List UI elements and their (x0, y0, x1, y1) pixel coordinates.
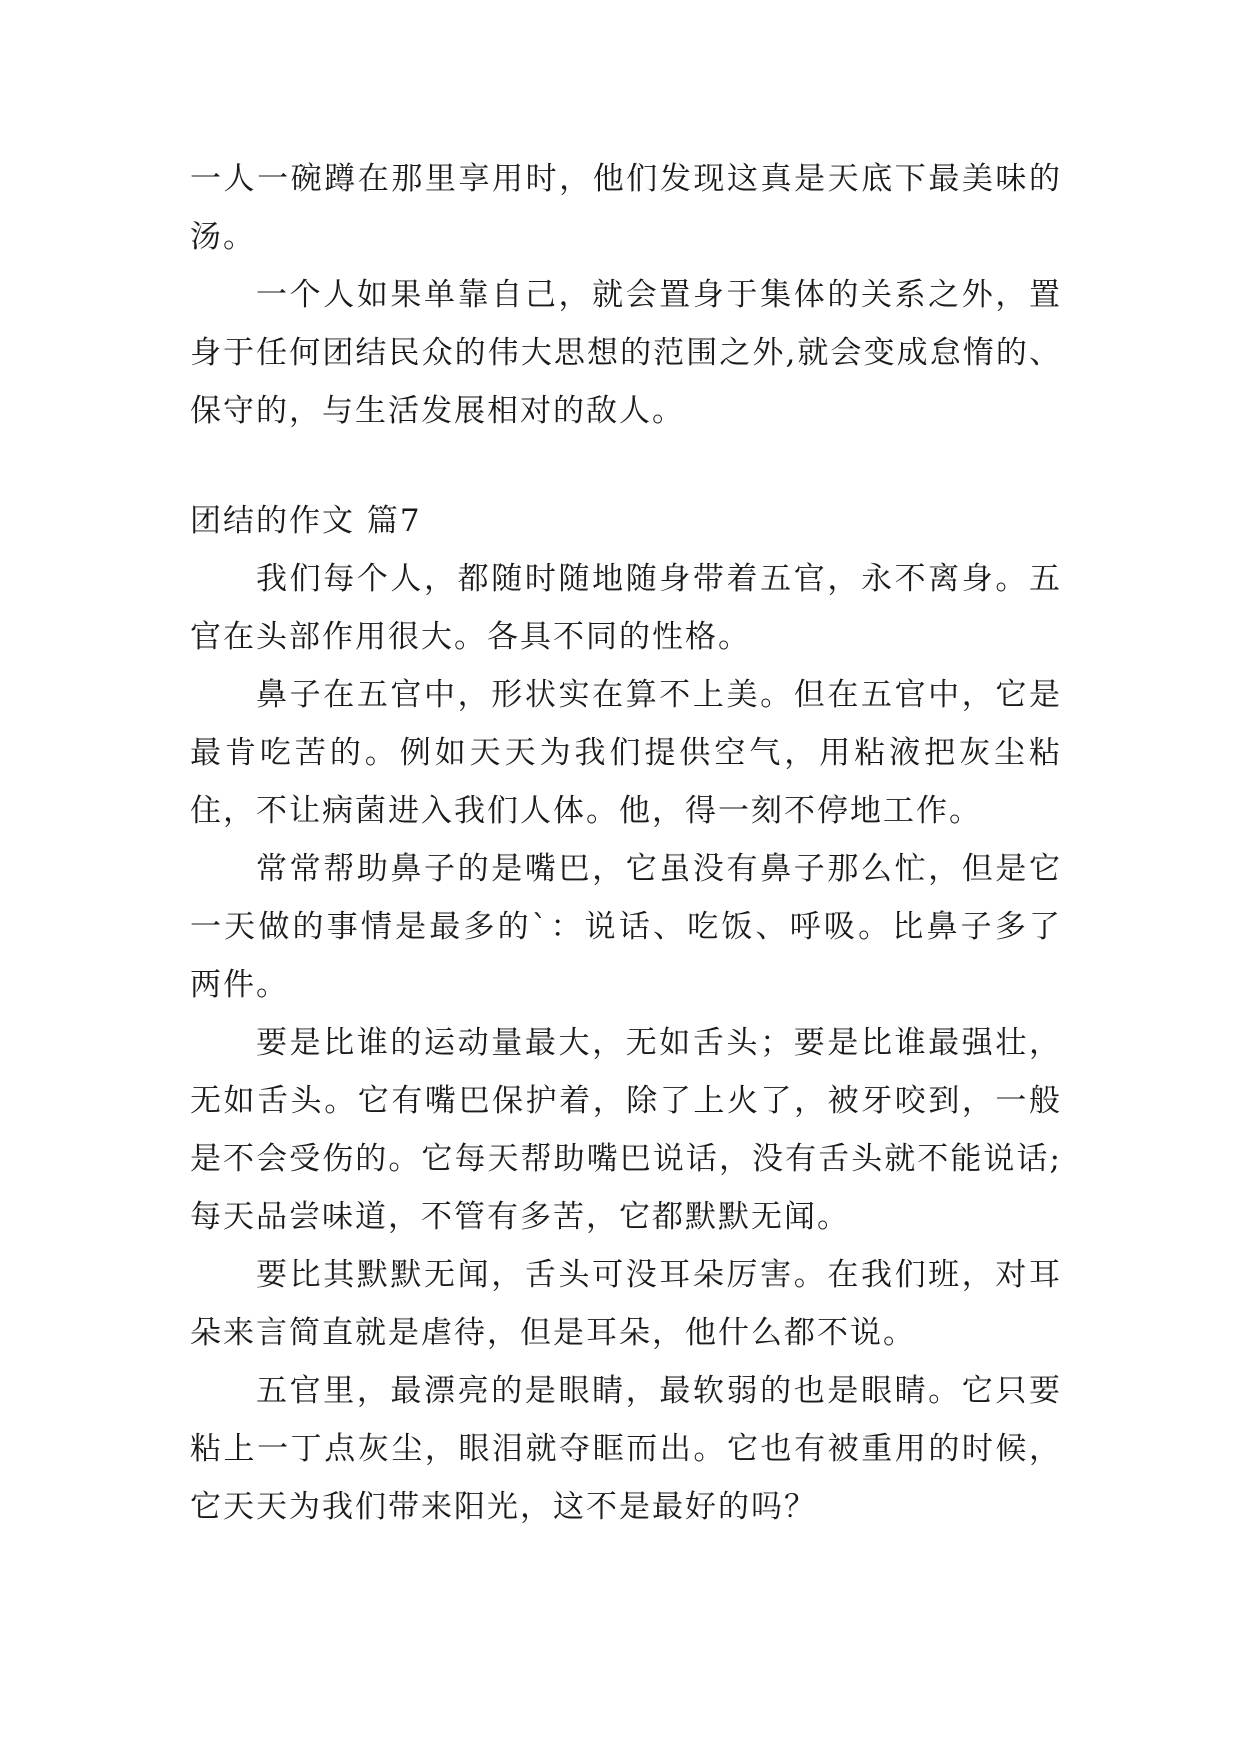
paragraph-conclusion: 一个人如果单靠自己，就会置身于集体的关系之外，置身于任何团结民众的伟大思想的范围之外,就会变成怠惰的、保守的，与生活发展相对的敌人。 (190, 277, 1062, 429)
paragraph: 常常帮助鼻子的是嘴巴，它虽没有鼻子那么忙，但是它一天做的事情是最多的`：说话、吃饭、呼吸。比鼻子多了两件。 (190, 851, 1062, 1003)
paragraph: 鼻子在五官中，形状实在算不上美。但在五官中，它是最肯吃苦的。例如天天为我们提供空气，用粘液把灰尘粘住，不让病菌进入我们人体。他，得一刻不停地工作。 (190, 677, 1062, 829)
document-page (190, 150, 1062, 1536)
paragraph-continued: 一人一碗蹲在那里享用时，他们发现这真是天底下最美味的汤。 (190, 161, 1062, 255)
paragraph: 要是比谁的运动量最大，无如舌头；要是比谁最强壮，无如舌头。它有嘴巴保护着，除了上火了，被牙咬到，一般是不会受伤的。它每天帮助嘴巴说话，没有舌头就不能说话;每天品尝味道，不管有多苦，它都默默无闻。 (190, 1025, 1062, 1235)
paragraph: 要比其默默无闻，舌头可没耳朵厉害。在我们班，对耳朵来言简直就是虐待，但是耳朵，他什么都不说。 (190, 1257, 1062, 1351)
paragraph: 五官里，最漂亮的是眼睛，最软弱的也是眼睛。它只要粘上一丁点灰尘，眼泪就夺眶而出。它也有被重用的时候，它天天为我们带来阳光，这不是最好的吗？ (190, 1373, 1062, 1525)
essay-heading: 团结的作文 篇7 (190, 503, 422, 539)
paragraph: 我们每个人，都随时随地随身带着五官，永不离身。五官在头部作用很大。各具不同的性格。 (190, 561, 1062, 655)
